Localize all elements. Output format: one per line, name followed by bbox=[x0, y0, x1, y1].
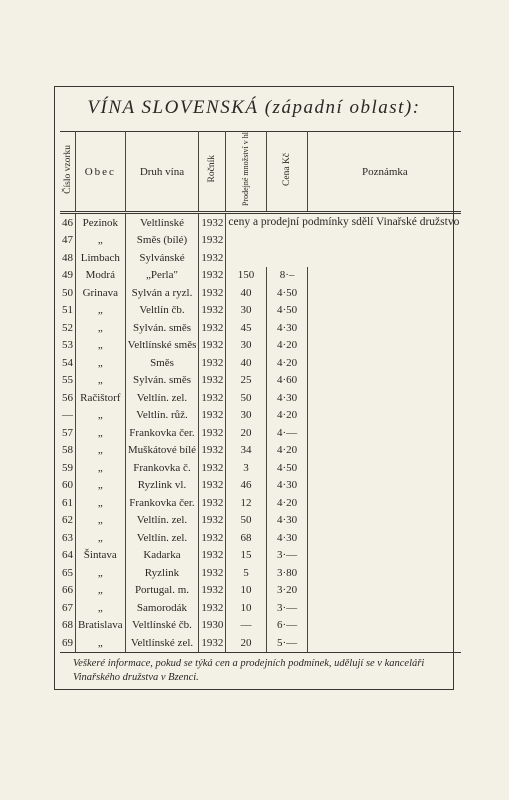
cell-wine: Sylvánské bbox=[125, 249, 199, 267]
table-row bbox=[60, 389, 461, 407]
cell-price: 4·30 bbox=[266, 319, 308, 337]
cell-quantity: 150 bbox=[226, 267, 266, 285]
table-row bbox=[60, 599, 461, 617]
cell-quantity: 30 bbox=[226, 337, 266, 355]
cell-number: 67 bbox=[60, 599, 76, 617]
table-row bbox=[60, 267, 461, 285]
cell-quantity: 15 bbox=[226, 547, 266, 565]
cell-price: 4·30 bbox=[266, 389, 308, 407]
cell-note bbox=[308, 459, 461, 477]
cell-vintage: 1932 bbox=[199, 284, 226, 302]
cell-village: „ bbox=[76, 372, 126, 390]
cell-vintage: 1932 bbox=[199, 424, 226, 442]
cell-price: 3·— bbox=[266, 599, 308, 617]
cell-village: „ bbox=[76, 494, 126, 512]
cell-quantity: 40 bbox=[226, 354, 266, 372]
cell-village: Račištorf bbox=[76, 389, 126, 407]
cell-village: „ bbox=[76, 512, 126, 530]
cell-number: 51 bbox=[60, 302, 76, 320]
table-row bbox=[60, 477, 461, 495]
cell-note bbox=[308, 407, 461, 425]
cell-number: 56 bbox=[60, 389, 76, 407]
cell-quantity: 30 bbox=[226, 407, 266, 425]
cell-number: 52 bbox=[60, 319, 76, 337]
cell-note bbox=[308, 372, 461, 390]
cell-village: „ bbox=[76, 319, 126, 337]
cell-vintage: 1932 bbox=[199, 634, 226, 652]
cell-price: 4·20 bbox=[266, 354, 308, 372]
cell-vintage: 1932 bbox=[199, 232, 226, 250]
cell-quantity: — bbox=[226, 617, 266, 635]
cell-vintage: 1932 bbox=[199, 547, 226, 565]
cell-number: 64 bbox=[60, 547, 76, 565]
cell-price: 3·80 bbox=[266, 564, 308, 582]
cell-note bbox=[308, 634, 461, 652]
table-row bbox=[60, 494, 461, 512]
header-quantity: Prodejné množství v hl bbox=[226, 132, 266, 213]
cell-price: 4·60 bbox=[266, 372, 308, 390]
cell-quantity: 68 bbox=[226, 529, 266, 547]
merged-note: ceny a prodejní podmínky sdělí Vinařské družstvo bbox=[226, 213, 461, 267]
header-village: Obec bbox=[76, 132, 126, 213]
cell-note bbox=[308, 547, 461, 565]
cell-vintage: 1932 bbox=[199, 529, 226, 547]
cell-wine: Veltlínské bbox=[125, 213, 199, 232]
cell-price: 4·50 bbox=[266, 459, 308, 477]
cell-price: 4·50 bbox=[266, 284, 308, 302]
cell-vintage: 1932 bbox=[199, 442, 226, 460]
cell-quantity: 50 bbox=[226, 389, 266, 407]
cell-quantity: 12 bbox=[226, 494, 266, 512]
cell-quantity: 50 bbox=[226, 512, 266, 530]
cell-vintage: 1932 bbox=[199, 337, 226, 355]
table-row bbox=[60, 617, 461, 635]
cell-wine: Kadarka bbox=[125, 547, 199, 565]
table-row bbox=[60, 372, 461, 390]
cell-quantity: 34 bbox=[226, 442, 266, 460]
cell-vintage: 1932 bbox=[199, 354, 226, 372]
cell-price: 4·50 bbox=[266, 302, 308, 320]
table-row bbox=[60, 284, 461, 302]
cell-note bbox=[308, 494, 461, 512]
cell-vintage: 1930 bbox=[199, 617, 226, 635]
cell-number: 49 bbox=[60, 267, 76, 285]
cell-village: „ bbox=[76, 599, 126, 617]
cell-price: 3·— bbox=[266, 547, 308, 565]
cell-quantity: 46 bbox=[226, 477, 266, 495]
cell-wine: Veltlínské čb. bbox=[125, 617, 199, 635]
cell-vintage: 1932 bbox=[199, 582, 226, 600]
cell-vintage: 1932 bbox=[199, 477, 226, 495]
cell-price: 4·20 bbox=[266, 407, 308, 425]
cell-wine: Sylván a ryzl. bbox=[125, 284, 199, 302]
table-row bbox=[60, 564, 461, 582]
page-title: VÍNA SLOVENSKÁ (západní oblast): bbox=[87, 97, 421, 118]
cell-number: 54 bbox=[60, 354, 76, 372]
cell-village: „ bbox=[76, 302, 126, 320]
cell-price: 3·20 bbox=[266, 582, 308, 600]
cell-vintage: 1932 bbox=[199, 564, 226, 582]
cell-number: — bbox=[60, 407, 76, 425]
cell-village: Limbach bbox=[76, 249, 126, 267]
cell-village: „ bbox=[76, 564, 126, 582]
cell-quantity: 45 bbox=[226, 319, 266, 337]
cell-price: 6·— bbox=[266, 617, 308, 635]
cell-quantity: 20 bbox=[226, 634, 266, 652]
page-frame bbox=[54, 86, 460, 690]
cell-number: 69 bbox=[60, 634, 76, 652]
cell-wine: Ryzlink vl. bbox=[125, 477, 199, 495]
cell-number: 68 bbox=[60, 617, 76, 635]
cell-village: „ bbox=[76, 582, 126, 600]
cell-note bbox=[308, 284, 461, 302]
table-row bbox=[60, 634, 461, 652]
cell-price: 8·– bbox=[266, 267, 308, 285]
cell-village: „ bbox=[76, 424, 126, 442]
cell-number: 46 bbox=[60, 213, 76, 232]
cell-note bbox=[308, 617, 461, 635]
cell-village: Bratislava bbox=[76, 617, 126, 635]
header-note: Poznámka bbox=[308, 132, 461, 213]
cell-village: Pezinok bbox=[76, 213, 126, 232]
cell-note bbox=[308, 302, 461, 320]
cell-wine: Veltlín. zel. bbox=[125, 512, 199, 530]
table-header-row bbox=[60, 132, 461, 213]
cell-village: „ bbox=[76, 232, 126, 250]
cell-vintage: 1932 bbox=[199, 249, 226, 267]
cell-wine: Samorodák bbox=[125, 599, 199, 617]
wine-table bbox=[60, 131, 461, 653]
cell-price: 4·20 bbox=[266, 442, 308, 460]
header-vintage: Ročník bbox=[199, 132, 226, 213]
cell-price: 4·20 bbox=[266, 337, 308, 355]
table-row bbox=[60, 337, 461, 355]
cell-quantity: 30 bbox=[226, 302, 266, 320]
cell-village: Grinava bbox=[76, 284, 126, 302]
cell-note bbox=[308, 442, 461, 460]
cell-price: 4·30 bbox=[266, 529, 308, 547]
cell-number: 57 bbox=[60, 424, 76, 442]
cell-vintage: 1932 bbox=[199, 599, 226, 617]
cell-wine: Veltlínské směs bbox=[125, 337, 199, 355]
cell-quantity: 3 bbox=[226, 459, 266, 477]
cell-wine: Muškátové bílé bbox=[125, 442, 199, 460]
cell-number: 58 bbox=[60, 442, 76, 460]
table-row bbox=[60, 354, 461, 372]
cell-vintage: 1932 bbox=[199, 319, 226, 337]
cell-wine: Směs (bílé) bbox=[125, 232, 199, 250]
cell-note bbox=[308, 512, 461, 530]
cell-wine: Frankovka č. bbox=[125, 459, 199, 477]
cell-number: 63 bbox=[60, 529, 76, 547]
cell-vintage: 1932 bbox=[199, 213, 226, 232]
cell-vintage: 1932 bbox=[199, 302, 226, 320]
cell-quantity: 10 bbox=[226, 599, 266, 617]
cell-wine: Veltlín čb. bbox=[125, 302, 199, 320]
cell-note bbox=[308, 389, 461, 407]
cell-note bbox=[308, 564, 461, 582]
cell-wine: Směs bbox=[125, 354, 199, 372]
cell-note bbox=[308, 319, 461, 337]
cell-note bbox=[308, 529, 461, 547]
cell-quantity: 5 bbox=[226, 564, 266, 582]
table-row bbox=[60, 407, 461, 425]
table-row bbox=[60, 442, 461, 460]
cell-wine: „Perla" bbox=[125, 267, 199, 285]
cell-number: 53 bbox=[60, 337, 76, 355]
table-row bbox=[60, 213, 461, 232]
cell-price: 4·20 bbox=[266, 494, 308, 512]
cell-number: 55 bbox=[60, 372, 76, 390]
cell-note bbox=[308, 337, 461, 355]
cell-wine: Frankovka čer. bbox=[125, 494, 199, 512]
cell-number: 65 bbox=[60, 564, 76, 582]
cell-note bbox=[308, 424, 461, 442]
cell-village: Šintava bbox=[76, 547, 126, 565]
header-number: Číslo vzorku bbox=[60, 132, 76, 213]
cell-wine: Portugal. m. bbox=[125, 582, 199, 600]
cell-price: 4·30 bbox=[266, 512, 308, 530]
cell-village: „ bbox=[76, 337, 126, 355]
cell-number: 61 bbox=[60, 494, 76, 512]
cell-quantity: 10 bbox=[226, 582, 266, 600]
cell-vintage: 1932 bbox=[199, 267, 226, 285]
cell-wine: Veltlín. růž. bbox=[125, 407, 199, 425]
cell-number: 60 bbox=[60, 477, 76, 495]
cell-price: 4·30 bbox=[266, 477, 308, 495]
table-row bbox=[60, 302, 461, 320]
cell-number: 50 bbox=[60, 284, 76, 302]
cell-wine: Veltlín. zel. bbox=[125, 529, 199, 547]
header-price: Cena Kč bbox=[266, 132, 308, 213]
cell-village: „ bbox=[76, 407, 126, 425]
cell-number: 47 bbox=[60, 232, 76, 250]
cell-quantity: 20 bbox=[226, 424, 266, 442]
cell-price: 5·— bbox=[266, 634, 308, 652]
cell-note bbox=[308, 599, 461, 617]
cell-note bbox=[308, 477, 461, 495]
cell-note bbox=[308, 267, 461, 285]
cell-wine: Veltlín. zel. bbox=[125, 389, 199, 407]
table-row bbox=[60, 459, 461, 477]
cell-vintage: 1932 bbox=[199, 494, 226, 512]
table-row bbox=[60, 582, 461, 600]
cell-number: 48 bbox=[60, 249, 76, 267]
cell-quantity: 40 bbox=[226, 284, 266, 302]
table-row bbox=[60, 424, 461, 442]
cell-village: „ bbox=[76, 477, 126, 495]
cell-number: 59 bbox=[60, 459, 76, 477]
cell-wine: Sylván. směs bbox=[125, 372, 199, 390]
cell-wine: Frankovka čer. bbox=[125, 424, 199, 442]
cell-vintage: 1932 bbox=[199, 407, 226, 425]
table-row bbox=[60, 529, 461, 547]
cell-village: „ bbox=[76, 442, 126, 460]
table-row bbox=[60, 319, 461, 337]
footer-note: Veškeré informace, pokud se týká cen a prodejních podmínek, udělují se v kanceláři Vinařského družstva v Bzenci. bbox=[73, 658, 425, 683]
cell-number: 62 bbox=[60, 512, 76, 530]
cell-village: „ bbox=[76, 459, 126, 477]
cell-vintage: 1932 bbox=[199, 459, 226, 477]
table-row bbox=[60, 512, 461, 530]
cell-price: 4·— bbox=[266, 424, 308, 442]
cell-quantity: 25 bbox=[226, 372, 266, 390]
cell-village: „ bbox=[76, 634, 126, 652]
cell-wine: Veltlínské zel. bbox=[125, 634, 199, 652]
cell-village: Modrá bbox=[76, 267, 126, 285]
cell-vintage: 1932 bbox=[199, 389, 226, 407]
cell-note bbox=[308, 582, 461, 600]
cell-village: „ bbox=[76, 354, 126, 372]
header-wine: Druh vína bbox=[125, 132, 199, 213]
cell-number: 66 bbox=[60, 582, 76, 600]
table-row bbox=[60, 547, 461, 565]
cell-note bbox=[308, 354, 461, 372]
cell-wine: Sylván. směs bbox=[125, 319, 199, 337]
cell-vintage: 1932 bbox=[199, 512, 226, 530]
cell-wine: Ryzlink bbox=[125, 564, 199, 582]
cell-village: „ bbox=[76, 529, 126, 547]
table-body bbox=[60, 213, 461, 653]
cell-vintage: 1932 bbox=[199, 372, 226, 390]
